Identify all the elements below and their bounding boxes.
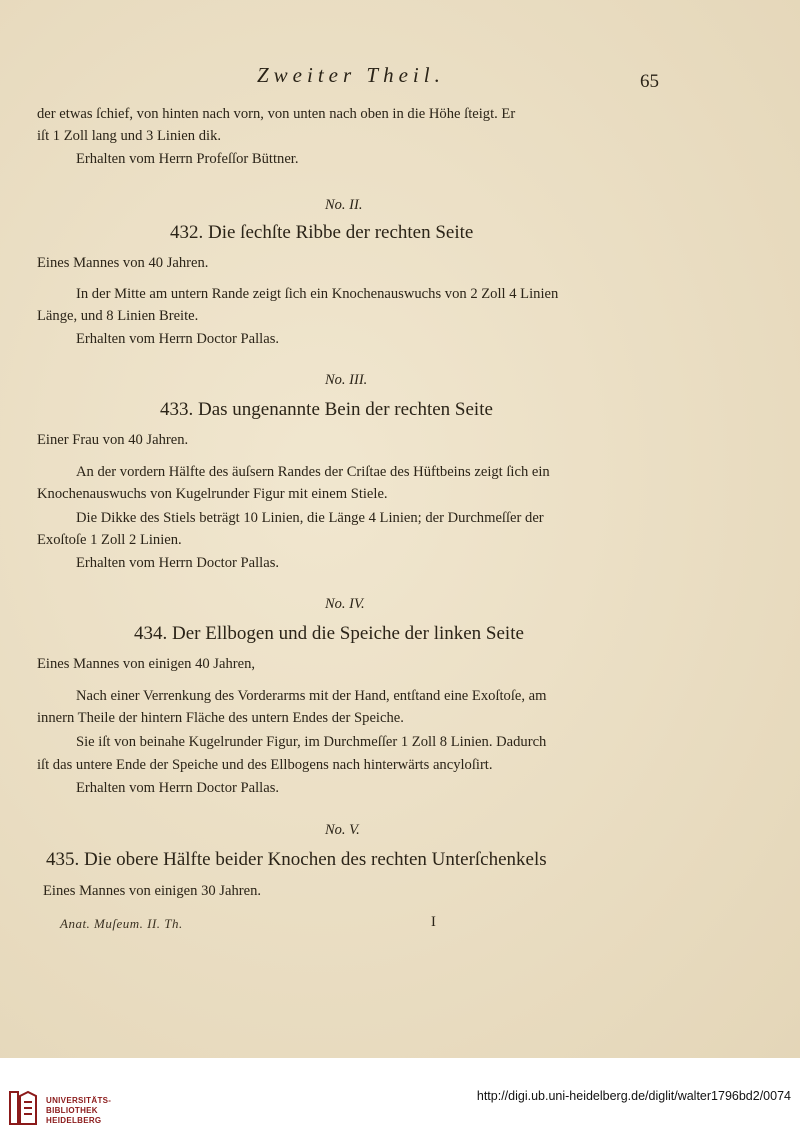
text-line: Nach einer Verrenkung des Vorderarms mit der Hand, entſtand eine Exoſtoſe, am bbox=[76, 688, 547, 704]
footer-bar bbox=[0, 1058, 800, 1138]
acquisition-note: Erhalten vom Herrn Profeſſor Büttner. bbox=[76, 151, 299, 167]
text-line: Sie iſt von beinahe Kugelrunder Figur, im Durchmeſſer 1 Zoll 8 Linien. Dadurch bbox=[76, 734, 547, 750]
acquisition-note: Erhalten vom Herrn Doctor Pallas. bbox=[76, 331, 280, 347]
signature-letter: I bbox=[431, 914, 436, 930]
entry-heading: 433. Das ungenannte Bein der rechten Seite bbox=[160, 399, 493, 420]
section-number: No. V. bbox=[325, 822, 360, 838]
library-name-line: UNIVERSITÄTS- bbox=[46, 1096, 112, 1105]
running-head: Zweiter Theil. bbox=[257, 63, 445, 87]
entry-heading: 432. Die ſechſte Ribbe der rechten Seite bbox=[170, 222, 474, 243]
text-line: In der Mitte am untern Rande zeigt ſich ein Knochenauswuchs von 2 Zoll 4 Linien bbox=[76, 286, 559, 302]
library-name-line: BIBLIOTHEK bbox=[46, 1106, 98, 1115]
library-logo-icon bbox=[6, 1088, 42, 1128]
signature-mark: Anat. Muſeum. II. Th. bbox=[60, 916, 183, 931]
text-line: innern Theile der hintern Fläche des untern Endes der Speiche. bbox=[37, 710, 404, 726]
text-line: iſt das untere Ende der Speiche und des Ellbogens nach hinterwärts ancyloſirt. bbox=[37, 757, 493, 773]
entry-heading: 435. Die obere Hälfte beider Knochen des rechten Unterſchenkels bbox=[46, 849, 547, 870]
text-line: An der vordern Hälfte des äuſsern Randes der Criſtae des Hüftbeins zeigt ſich ein bbox=[76, 464, 550, 480]
library-name-line: HEIDELBERG bbox=[46, 1116, 102, 1125]
section-number: No. II. bbox=[325, 197, 363, 213]
section-number: No. III. bbox=[325, 372, 368, 388]
acquisition-note: Erhalten vom Herrn Doctor Pallas. bbox=[76, 555, 280, 571]
text-line: Die Dikke des Stiels beträgt 10 Linien, die Länge 4 Linien; der Durchmeſſer der bbox=[76, 510, 544, 526]
text-line: Einer Frau von 40 Jahren. bbox=[37, 432, 189, 448]
page-number: 65 bbox=[640, 71, 659, 92]
text-line: Länge, und 8 Linien Breite. bbox=[37, 308, 199, 324]
text-line: Knochenauswuchs von Kugelrunder Figur mit einem Stiele. bbox=[37, 486, 388, 502]
text-line: der etwas ſchief, von hinten nach vorn, von unten nach oben in die Höhe ſteigt. Er bbox=[37, 106, 516, 122]
text-line: Eines Mannes von einigen 40 Jahren, bbox=[37, 656, 256, 672]
text-line: Eines Mannes von einigen 30 Jahren. bbox=[43, 883, 262, 899]
text-line: Eines Mannes von 40 Jahren. bbox=[37, 255, 209, 271]
text-line: iſt 1 Zoll lang und 3 Linien dik. bbox=[37, 128, 222, 144]
permalink-url[interactable]: http://digi.ub.uni-heidelberg.de/diglit/walter1796bd2/0074 bbox=[476, 1089, 791, 1103]
acquisition-note: Erhalten vom Herrn Doctor Pallas. bbox=[76, 780, 280, 796]
text-line: Exoſtoſe 1 Zoll 2 Linien. bbox=[37, 532, 182, 548]
section-number: No. IV. bbox=[325, 596, 365, 612]
entry-heading: 434. Der Ellbogen und die Speiche der linken Seite bbox=[134, 623, 524, 644]
